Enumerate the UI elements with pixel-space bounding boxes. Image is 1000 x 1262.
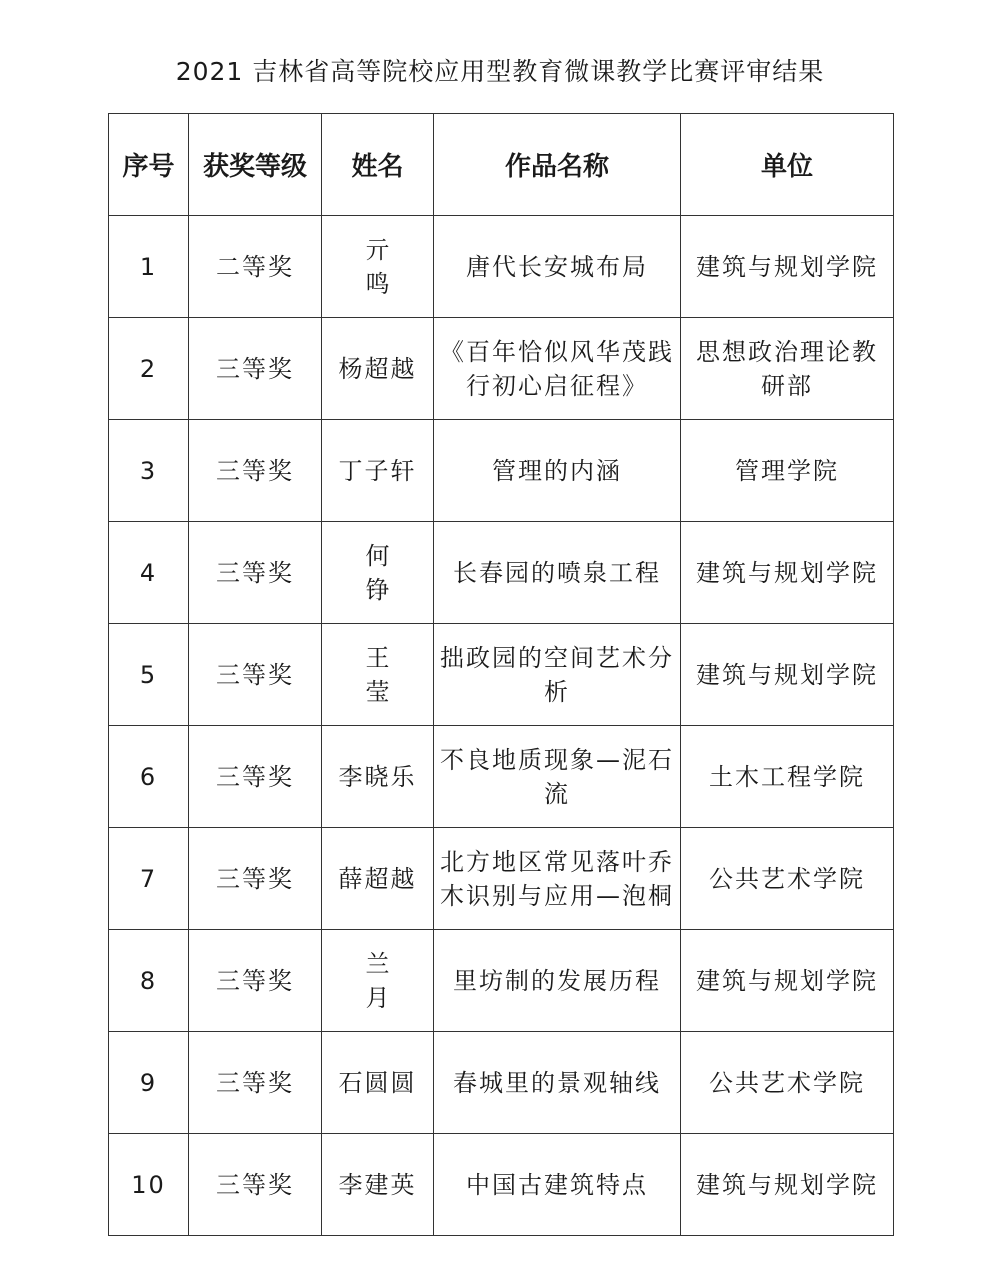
row-work: 不良地质现象—泥石流 [434, 726, 681, 828]
row-work: 中国古建筑特点 [434, 1134, 681, 1236]
header-name: 姓名 [322, 114, 434, 216]
table-row [109, 726, 894, 828]
header-unit: 单位 [681, 114, 894, 216]
table-row [109, 420, 894, 522]
row-unit: 建筑与规划学院 [681, 522, 894, 624]
row-name: 丁子轩 [322, 420, 434, 522]
header-no: 序号 [109, 114, 189, 216]
row-name: 兰 月 [322, 930, 434, 1032]
row-no: 5 [109, 624, 189, 726]
row-name: 薛超越 [322, 828, 434, 930]
row-award: 三等奖 [189, 1134, 322, 1236]
row-award: 三等奖 [189, 1032, 322, 1134]
row-unit: 管理学院 [681, 420, 894, 522]
row-work: 北方地区常见落叶乔木识别与应用—泡桐 [434, 828, 681, 930]
row-no: 2 [109, 318, 189, 420]
row-work: 拙政园的空间艺术分析 [434, 624, 681, 726]
row-work: 里坊制的发展历程 [434, 930, 681, 1032]
row-no: 1 [109, 216, 189, 318]
row-award: 二等奖 [189, 216, 322, 318]
row-work: 春城里的景观轴线 [434, 1032, 681, 1134]
header-award: 获奖等级 [189, 114, 322, 216]
row-unit: 建筑与规划学院 [681, 624, 894, 726]
row-no: 9 [109, 1032, 189, 1134]
row-award: 三等奖 [189, 318, 322, 420]
row-no: 7 [109, 828, 189, 930]
row-no: 4 [109, 522, 189, 624]
table-row [109, 318, 894, 420]
table-row [109, 828, 894, 930]
table-row [109, 1032, 894, 1134]
table-row [109, 522, 894, 624]
row-no: 8 [109, 930, 189, 1032]
row-name: 李建英 [322, 1134, 434, 1236]
row-unit: 公共艺术学院 [681, 828, 894, 930]
row-unit: 公共艺术学院 [681, 1032, 894, 1134]
table-row [109, 930, 894, 1032]
row-no: 3 [109, 420, 189, 522]
table-header-row [109, 114, 894, 216]
row-work: 管理的内涵 [434, 420, 681, 522]
table-row [109, 1134, 894, 1236]
row-work: 长春园的喷泉工程 [434, 522, 681, 624]
row-unit: 土木工程学院 [681, 726, 894, 828]
results-table [108, 113, 894, 1236]
document-title: 2021 吉林省高等院校应用型教育微课教学比赛评审结果 [175, 57, 825, 86]
row-work: 《百年恰似风华茂践行初心启征程》 [434, 318, 681, 420]
table-row [109, 624, 894, 726]
row-work: 唐代长安城布局 [434, 216, 681, 318]
row-name: 石圆圆 [322, 1032, 434, 1134]
row-name: 亓 鸣 [322, 216, 434, 318]
row-unit: 思想政治理论教研部 [681, 318, 894, 420]
row-no: 10 [109, 1134, 189, 1236]
row-name: 王 莹 [322, 624, 434, 726]
table-row [109, 216, 894, 318]
row-award: 三等奖 [189, 930, 322, 1032]
row-unit: 建筑与规划学院 [681, 216, 894, 318]
row-award: 三等奖 [189, 624, 322, 726]
row-unit: 建筑与规划学院 [681, 1134, 894, 1236]
row-award: 三等奖 [189, 828, 322, 930]
row-award: 三等奖 [189, 726, 322, 828]
header-work: 作品名称 [434, 114, 681, 216]
row-award: 三等奖 [189, 522, 322, 624]
row-name: 杨超越 [322, 318, 434, 420]
row-name: 李晓乐 [322, 726, 434, 828]
row-name: 何 铮 [322, 522, 434, 624]
row-no: 6 [109, 726, 189, 828]
row-award: 三等奖 [189, 420, 322, 522]
row-unit: 建筑与规划学院 [681, 930, 894, 1032]
